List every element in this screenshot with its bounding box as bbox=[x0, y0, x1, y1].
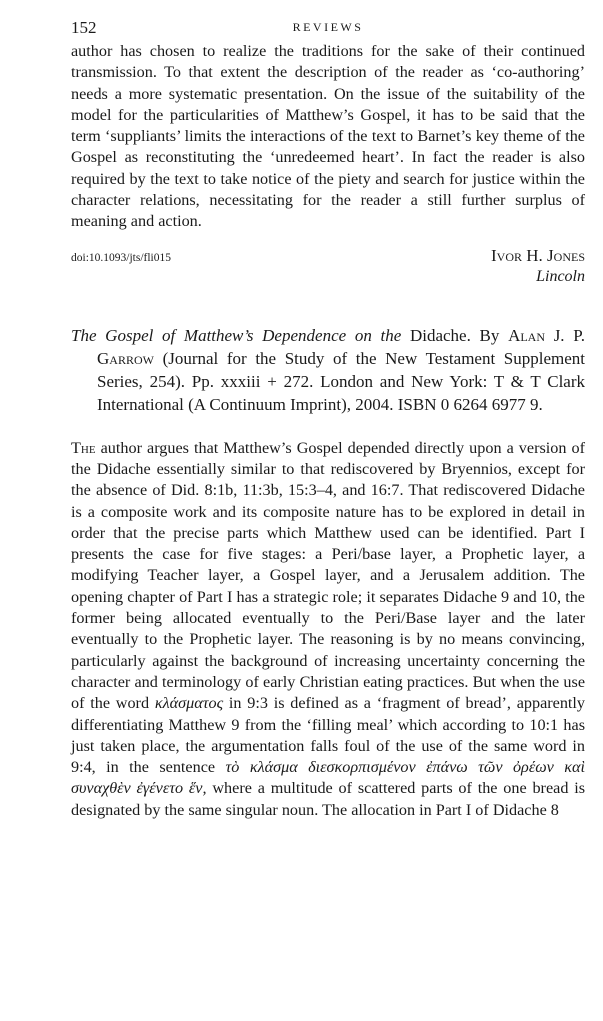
review-signature bbox=[71, 246, 585, 290]
isbn-label: ISBN bbox=[397, 394, 437, 414]
by-word: By bbox=[479, 325, 500, 345]
greek-sentence: τὸ κλάσμα διεσκορπισμένον ἐπάνω τῶν ὀρέων καὶ συναχθὲν ἐγένετο ἕν, bbox=[71, 758, 585, 798]
lead-word: The bbox=[71, 438, 96, 457]
page-number: 152 bbox=[71, 18, 97, 37]
body-text-c: where a multitude of scattered parts of the one bread is designated by the same singular noun. The allocation in Part I of Didache 8 bbox=[71, 779, 586, 819]
reviewer-location: Lincoln bbox=[536, 267, 585, 285]
page-header bbox=[71, 18, 585, 40]
book-title-italic: The Gospel of Matthew’s Dependence on the bbox=[71, 325, 402, 345]
publication-details: (Journal for the Study of the New Testament Supplement Series, 254). Pp. xxxiii + 272. London and New York: T & T Clark International (A Continuum Imprint), 2004. bbox=[97, 348, 586, 414]
running-title: REVIEWS bbox=[292, 20, 364, 34]
body-text-b: in 9:3 is defined as a ‘fragment of bread’, apparently differentiating Matthew 9 from the ‘filling meal’ which according to 10:1 has just taken place, the argumentation falls foul of the use of the same word in 9:4, in the sentence bbox=[71, 694, 586, 777]
page bbox=[71, 18, 585, 821]
isbn-number: 0 6264 6977 9. bbox=[440, 394, 543, 414]
doi-reference: doi:10.1093/jts/fli015 bbox=[71, 251, 171, 264]
review-body-paragraph bbox=[71, 438, 585, 821]
greek-word: κλάσματος bbox=[154, 694, 224, 713]
review-continuation-paragraph: author has chosen to realize the traditions for the sake of their continued transmission. To that extent the description of the reader as ‘co-authoring’ needs a more systematic presentation. On the issue of the suitability of the model for the particularities of Matthew’s Gospel, it has to be said that the term ‘suppliants’ limits the interactions of the text to Barnet’s key theme of the Gospel as reconstituting the ‘unredeemed heart’. In fact the reader is also required by the text to take notice of the piety and search for justice within the character relations, necessitating for the reader a still further surplus of meaning and action. bbox=[71, 42, 585, 231]
body-text-a: author argues that Matthew’s Gospel depended directly upon a version of the Didache essentially similar to that rediscovered by Bryennios, except for the absence of Did. 8:1b, 11:3b, 15:3–4, and 16:7. That rediscovered Didache is a composite work and its composite nature has to be explored in detail in order that the precise parts which Matthew used can be identified. Part I presents the case for five stages: a Peri/base layer, a Prophetic layer, a modifying Teacher layer, a Gospel layer, and a Jerusalem addition. The opening chapter of Part I has a strategic role; it separates Didache 9 and 10, the former being allocated eventually to the Peri/Base layer and the later eventually to the Prophetic layer. The reasoning is by no means convincing, particularly against the background of increasing uncertainty concerning the character and terminology of early Christian eating practices. But when the use of the word bbox=[71, 438, 585, 713]
book-author: Alan J. P. Garrow bbox=[97, 325, 586, 368]
reviewer-name: Ivor H. Jones bbox=[491, 245, 585, 265]
book-citation bbox=[71, 324, 585, 416]
book-title-roman: Didache. bbox=[409, 325, 471, 345]
